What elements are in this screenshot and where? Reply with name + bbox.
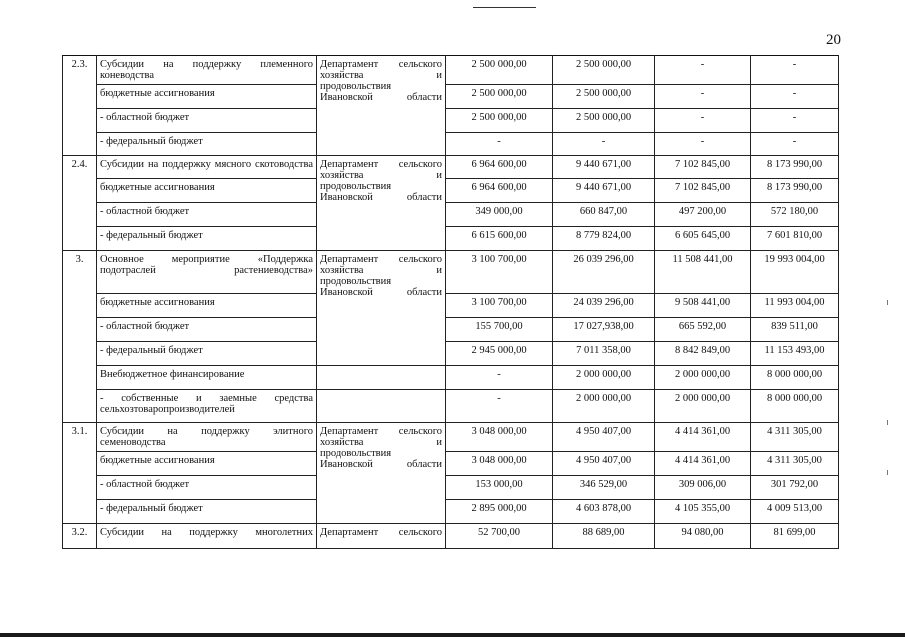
amount-year-3: - [655,133,751,156]
amount-year-4: 11 993 004,00 [751,294,839,318]
amount-year-4: 4 311 305,00 [751,423,839,452]
table-row [63,390,839,423]
amount-year-4: 19 993 004,00 [751,251,839,294]
table-row [63,476,839,500]
table-row [63,423,839,452]
scan-bottom-bar [0,633,905,637]
measure-description: - областной бюджет [97,476,317,500]
amount-year-1: 6 615 600,00 [446,227,553,251]
amount-year-3: 6 605 645,00 [655,227,751,251]
amount-year-2: 88 689,00 [553,524,655,549]
amount-year-4: 839 511,00 [751,318,839,342]
amount-year-3: - [655,109,751,133]
amount-year-2: 8 779 824,00 [553,227,655,251]
amount-year-3: 8 842 849,00 [655,342,751,366]
amount-year-4: 572 180,00 [751,203,839,227]
amount-year-3: 665 592,00 [655,318,751,342]
measure-description: Субсидии на поддержку племенного коневодства [97,56,317,85]
table-row [63,179,839,203]
measure-description: Субсидии на поддержку многолетних [97,524,317,549]
table-row [63,366,839,390]
amount-year-4: - [751,133,839,156]
page-number: 20 [826,32,841,48]
amount-year-3: - [655,85,751,109]
amount-year-2: 2 500 000,00 [553,56,655,85]
amount-year-1: 2 945 000,00 [446,342,553,366]
amount-year-3: 9 508 441,00 [655,294,751,318]
amount-year-4: 7 601 810,00 [751,227,839,251]
amount-year-1: 52 700,00 [446,524,553,549]
amount-year-1: 155 700,00 [446,318,553,342]
amount-year-4: 11 153 493,00 [751,342,839,366]
table-row [63,203,839,227]
executor: Департамент сельского хозяйства и продовольствия Ивановской области [317,423,446,524]
measure-description: Субсидии на поддержку мясного скотоводства [97,156,317,179]
amount-year-1: 2 500 000,00 [446,85,553,109]
measure-description: бюджетные ассигнования [97,179,317,203]
amount-year-2: 660 847,00 [553,203,655,227]
measure-description: бюджетные ассигнования [97,452,317,476]
amount-year-3: 309 006,00 [655,476,751,500]
amount-year-4: - [751,85,839,109]
amount-year-1: 3 048 000,00 [446,452,553,476]
measure-description: Основное мероприятие «Поддержка подотраслей растениеводства» [97,251,317,294]
amount-year-2: 4 603 878,00 [553,500,655,524]
amount-year-4: 8 173 990,00 [751,179,839,203]
amount-year-3: 4 105 355,00 [655,500,751,524]
amount-year-2: 4 950 407,00 [553,423,655,452]
measure-description: - областной бюджет [97,203,317,227]
table-row [63,452,839,476]
amount-year-1: 6 964 600,00 [446,156,553,179]
amount-year-3: 7 102 845,00 [655,156,751,179]
table-row [63,500,839,524]
amount-year-1: - [446,366,553,390]
amount-year-3: 2 000 000,00 [655,390,751,423]
amount-year-4: 4 311 305,00 [751,452,839,476]
amount-year-3: 497 200,00 [655,203,751,227]
executor: Департамент сельского [317,524,446,549]
amount-year-2: 4 950 407,00 [553,452,655,476]
amount-year-3: 4 414 361,00 [655,452,751,476]
amount-year-1: 3 048 000,00 [446,423,553,452]
table-row [63,133,839,156]
table-row [63,227,839,251]
row-number: 3. [63,251,97,423]
measure-description: - собственные и заемные средства сельхозтоваропроизводителей [97,390,317,423]
amount-year-3: 2 000 000,00 [655,366,751,390]
amount-year-2: 9 440 671,00 [553,179,655,203]
amount-year-3: 11 508 441,00 [655,251,751,294]
amount-year-1: 6 964 600,00 [446,179,553,203]
measure-description: бюджетные ассигнования [97,294,317,318]
row-number: 3.2. [63,524,97,549]
measure-description: - федеральный бюджет [97,133,317,156]
edge-mark [887,300,888,305]
table-row [63,85,839,109]
amount-year-2: 17 027,938,00 [553,318,655,342]
amount-year-1: - [446,390,553,423]
measure-description: Субсидии на поддержку элитного семеноводства [97,423,317,452]
amount-year-4: 8 173 990,00 [751,156,839,179]
amount-year-4: 81 699,00 [751,524,839,549]
measure-description: бюджетные ассигнования [97,85,317,109]
amount-year-3: - [655,56,751,85]
amount-year-1: 349 000,00 [446,203,553,227]
measure-description: - федеральный бюджет [97,342,317,366]
amount-year-4: 8 000 000,00 [751,390,839,423]
executor-empty [317,366,446,390]
amount-year-2: 2 500 000,00 [553,85,655,109]
amount-year-3: 7 102 845,00 [655,179,751,203]
table-row [63,251,839,294]
edge-mark [887,470,888,475]
executor: Департамент сельского хозяйства и продовольствия Ивановской области [317,156,446,251]
table-row [63,56,839,85]
row-number: 2.4. [63,156,97,251]
amount-year-2: 2 000 000,00 [553,390,655,423]
table-row [63,156,839,179]
amount-year-1: - [446,133,553,156]
amount-year-3: 94 080,00 [655,524,751,549]
measure-description: Внебюджетное финансирование [97,366,317,390]
amount-year-1: 2 500 000,00 [446,109,553,133]
amount-year-2: 7 011 358,00 [553,342,655,366]
top-rule [473,7,536,8]
row-number: 2.3. [63,56,97,156]
amount-year-1: 3 100 700,00 [446,294,553,318]
amount-year-1: 3 100 700,00 [446,251,553,294]
measure-description: - федеральный бюджет [97,500,317,524]
executor-empty [317,390,446,423]
table-row [63,294,839,318]
amount-year-2: 24 039 296,00 [553,294,655,318]
amount-year-4: 8 000 000,00 [751,366,839,390]
amount-year-1: 2 500 000,00 [446,56,553,85]
amount-year-4: - [751,56,839,85]
edge-mark [887,420,888,425]
measure-description: - федеральный бюджет [97,227,317,251]
table-row [63,318,839,342]
amount-year-1: 2 895 000,00 [446,500,553,524]
amount-year-2: 2 500 000,00 [553,109,655,133]
amount-year-1: 153 000,00 [446,476,553,500]
row-number: 3.1. [63,423,97,524]
amount-year-2: 346 529,00 [553,476,655,500]
amount-year-4: 4 009 513,00 [751,500,839,524]
amount-year-2: 2 000 000,00 [553,366,655,390]
amount-year-3: 4 414 361,00 [655,423,751,452]
amount-year-2: 26 039 296,00 [553,251,655,294]
amount-year-4: 301 792,00 [751,476,839,500]
measure-description: - областной бюджет [97,109,317,133]
executor: Департамент сельского хозяйства и продовольствия Ивановской области [317,251,446,366]
table-row [63,109,839,133]
executor: Департамент сельского хозяйства и продовольствия Ивановской области [317,56,446,156]
amount-year-2: 9 440 671,00 [553,156,655,179]
measure-description: - областной бюджет [97,318,317,342]
table-row [63,342,839,366]
budget-table [62,55,839,549]
table-row [63,524,839,549]
amount-year-4: - [751,109,839,133]
amount-year-2: - [553,133,655,156]
